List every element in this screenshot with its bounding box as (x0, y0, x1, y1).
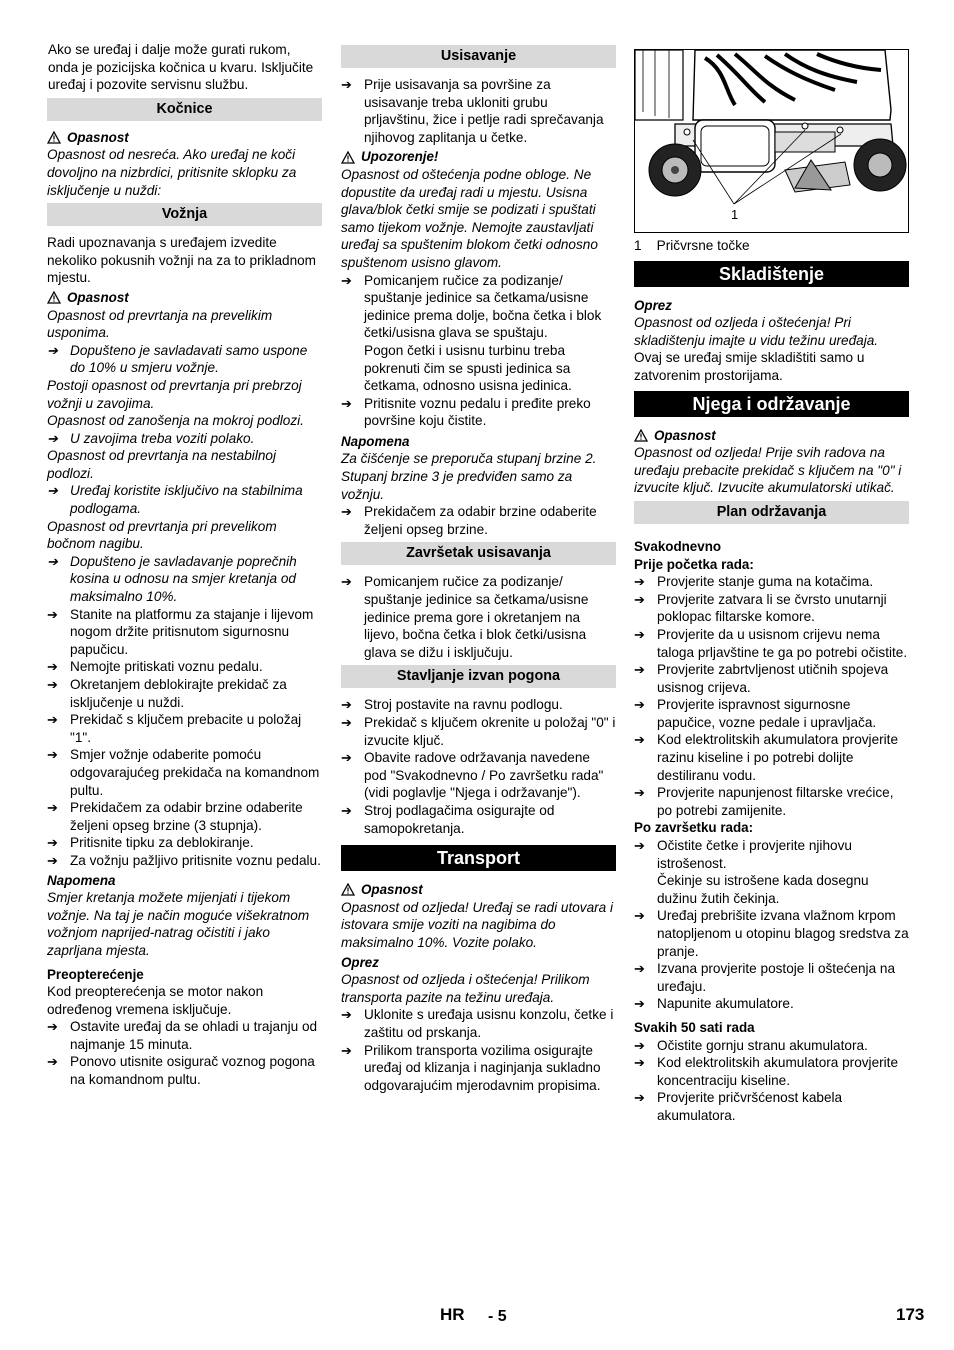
warning-body: Opasnost od ozljeda! Prije svih radova na uređaju prebacite prekidač s ključem na "0" i izvucite ključ. Izvucite akumulatorski utikač. (634, 445, 902, 496)
warning-text: Opasnost (67, 289, 129, 305)
section-heading-kocnice: Kočnice (47, 98, 322, 121)
arrow-icon: ➔ (47, 483, 58, 499)
list-item: ➔ Provjerite stanje guma na kotačima. (634, 574, 874, 590)
arrow-icon: ➔ (634, 1055, 645, 1071)
arrow-icon: ➔ (341, 1007, 352, 1023)
list-item: ➔ Napunite akumulatore. (634, 996, 794, 1012)
list-item: ➔ Pomicanjem ručice za podizanje/ spuštanje jedinice sa četkama/usisne jedinice prema dolje, bočna četka i blok četki/usisna glava se spuštaju. (341, 272, 602, 341)
list-item: ➔ Stroj podlagačima osigurajte od samopokretanja. (341, 802, 555, 836)
warning-body: Opasnost od zanošenja na mokroj podlozi. (47, 413, 304, 429)
arrow-icon: ➔ (341, 697, 352, 713)
note-label: Napomena (341, 433, 410, 449)
arrow-icon: ➔ (47, 835, 58, 851)
warning-body: Opasnost od oštećenja podne obloge. Ne dopustite da uređaj radi u mjestu. Usisna glava/blok četki smije se podizati i spuštati samo tijekom vožnje. Nemojte zaustavljati uređaj sa spuštenim blokom četki odnosno spuštenom usisno glavom. (341, 166, 598, 270)
list-item: ➔ Uklonite s uređaja usisnu konzolu, četke i zaštitu od prskanja. (341, 1007, 614, 1040)
note-body: Za čišćenje se preporuča stupanj brzine 2. Stupanj brzine 3 je predviđen samo za vožnju. (341, 451, 597, 502)
section-heading-voznja: Vožnja (47, 203, 322, 226)
arrow-icon: ➔ (634, 626, 645, 642)
list-item: ➔ Uređaj koristite isključivo na stabilnima podlogama. (47, 483, 303, 517)
list-item: ➔ Prilikom transporta vozilima osigurajte uređaj od klizanja i naginjanja sukladno odgovarajućim mjerodavnim propisima. (341, 1042, 601, 1093)
arrow-icon: ➔ (47, 1054, 58, 1070)
footer-page-number: 173 (896, 1305, 925, 1324)
warning-body: Opasnost od prevrtanja pri prevelikom bočnom nagibu. (47, 518, 277, 552)
arrow-icon: ➔ (47, 852, 58, 868)
arrow-icon: ➔ (47, 659, 58, 675)
list-item: ➔ Provjerite pričvršćenost kabela akumulatora. (634, 1090, 843, 1123)
list-item: ➔ Provjerite da u usisnom crijevu nema taloga prljavštine te ga po potrebi očistite. (634, 626, 908, 660)
list-item: ➔ Obavite radove održavanja navedene pod "Svakodnevno / Po završetku rada" (vidi poglavlje "Njega i održavanje"). (341, 750, 604, 801)
list-item: ➔ Prekidačem za odabir brzine odaberite željeni opseg brzine. (341, 504, 597, 537)
list-item: ➔ Pritisnite voznu pedalu i pređite preko površine koju čistite. (341, 395, 591, 429)
list-continuation: Čekinje su istrošene kada dosegnu dužinu žutih čekinja. (657, 873, 869, 906)
list-item: ➔ Ostavite uređaj da se ohladi u trajanju od najmanje 15 minuta. (47, 1019, 318, 1052)
arrow-icon: ➔ (47, 430, 58, 446)
arrow-icon: ➔ (47, 677, 58, 692)
voznja-intro: Radi upoznavanja s uređajem izvedite nekoliko pokusnih vožnji na za to prikladnom mjestu. (47, 235, 317, 286)
list-item: ➔ Kod elektrolitskih akumulatora provjerite koncentraciju kiseline. (634, 1055, 899, 1088)
warning-triangle-icon (47, 131, 61, 144)
arrow-icon: ➔ (634, 1037, 645, 1053)
note-body: Smjer kretanja možete mijenjati i tijekom vožnje. Na taj je način moguće višekratnom vožnjom naprijed-natrag očistiti i jako zaprljana mjesta. (47, 890, 310, 958)
arrow-icon: ➔ (634, 838, 645, 854)
list-item: ➔ Prekidač s ključem prebacite u položaj "1". (47, 712, 302, 745)
arrow-icon: ➔ (634, 662, 645, 678)
arrow-icon: ➔ (341, 1042, 352, 1058)
warning-triangle-icon (47, 291, 61, 304)
arrow-icon: ➔ (47, 553, 58, 569)
warning-label (341, 881, 616, 899)
list-item: ➔ Provjerite zatvara li se čvrsto unutarnji poklopac filtarske komore. (634, 591, 887, 625)
list-item: ➔ Provjerite ispravnost sigurnosne papučice, vozne pedale i upravljača. (634, 697, 877, 730)
figure-caption: 1 Pričvrsne točke (634, 238, 750, 253)
arrow-icon: ➔ (634, 996, 645, 1012)
footer-language: HR (440, 1305, 465, 1324)
preopt-text: Kod preopterećenja se motor nakon određenog vremena isključuje. (47, 984, 264, 1017)
caution-label: Oprez (341, 954, 379, 970)
subheading-preopterecenje: Preopterećenje (47, 966, 144, 982)
warning-triangle-icon (634, 429, 648, 442)
machine-illustration (635, 50, 908, 232)
arrow-icon: ➔ (47, 747, 58, 763)
warning-body: Postoji opasnost od prevrtanja pri prebrzoj vožnji u zavojima. (47, 377, 302, 411)
arrow-icon: ➔ (341, 272, 352, 288)
arrow-icon: ➔ (634, 1090, 645, 1106)
arrow-icon: ➔ (341, 574, 352, 590)
warning-text: Opasnost (654, 427, 716, 443)
list-item: ➔ U zavojima treba voziti polako. (47, 430, 255, 446)
arrow-icon: ➔ (634, 908, 645, 924)
list-item: ➔ Dopušteno je savladavati samo uspone do 10% u smjeru vožnje. (47, 342, 308, 376)
list-item: ➔ Prekidačem za odabir brzine odaberite željeni opseg brzine (3 stupnja). (47, 800, 303, 833)
column-1 (47, 41, 322, 1089)
list-item: ➔ Okretanjem deblokirajte prekidač za isključenje u nuždi. (47, 677, 287, 710)
subheading-before: Prije početka rada: (634, 556, 754, 572)
figure-callout: 1 (731, 207, 739, 222)
list-item: ➔ Za vožnju pažljivo pritisnite voznu pedalu. (47, 852, 321, 868)
intro-text: Ako se uređaj i dalje može gurati rukom, onda je pozicijska kočnica u kvaru. Isključite uređaj i pozovite servisnu službu. (48, 42, 314, 93)
caution-label: Oprez (634, 297, 672, 313)
warning-label (47, 289, 322, 307)
arrow-icon: ➔ (634, 591, 645, 607)
list-item: ➔ Očistite gornju stranu akumulatora. (634, 1037, 868, 1053)
list-continuation: Pogon četki i usisnu turbinu treba pokrenuti čim se spusti jedinica sa četkama, odnosno usisna jedinica. (364, 342, 572, 394)
section-heading-zavrsetak: Završetak usisavanja (341, 542, 616, 565)
skladistenje-text: Ovaj se uređaj smije skladištiti samo u zatvorenim prostorijama. (634, 350, 865, 383)
list-item: ➔ Stanite na platformu za stajanje i lijevom nogom držite pritisnutom sigurnosnu papučicu. (47, 606, 314, 657)
arrow-icon: ➔ (634, 961, 645, 977)
arrow-icon: ➔ (47, 800, 58, 816)
list-item: ➔ Uređaj prebrišite izvana vlažnom krpom natopljenom u otopinu blagog sredstva za pranje. (634, 908, 909, 959)
warning-text: Opasnost (361, 882, 423, 898)
arrow-icon: ➔ (47, 712, 58, 728)
warning-label (634, 427, 909, 445)
subheading-daily: Svakodnevno (634, 538, 722, 554)
warning-text: Opasnost (67, 129, 129, 145)
list-item: ➔ Izvana provjerite postoje li oštećenja na uređaju. (634, 961, 896, 994)
warning-body: Opasnost od prevrtanja na prevelikim usponima. (47, 307, 273, 341)
column-3 (634, 41, 909, 1125)
column-2 (341, 41, 616, 1094)
chapter-heading-skladistenje: Skladištenje (634, 261, 909, 287)
arrow-icon: ➔ (634, 732, 645, 748)
caution-body: Opasnost od ozljeda i oštećenja! Pri skladištenju imajte u vidu težinu uređaja. (634, 315, 879, 348)
note-label: Napomena (47, 872, 116, 888)
list-item: ➔ Pritisnite tipku za deblokiranje. (47, 835, 254, 851)
warning-label (47, 129, 322, 147)
footer-local-page: - 5 (488, 1308, 507, 1325)
list-item: ➔ Pomicanjem ručice za podizanje/ spuštanje jedinice sa četkama/usisne jedinice prema gore i okretanjem na lijevo, bočna četka i blok četki/usisna glava se dižu i isključuju. (341, 574, 589, 660)
warning-triangle-icon (341, 151, 355, 164)
list-item: ➔ Provjerite zabrtvljenost utičnih spojeva usisnog crijeva. (634, 662, 889, 695)
list-item: ➔ Smjer vožnje odaberite pomoću odgovarajućeg prekidača na komandnom pultu. (47, 747, 320, 798)
arrow-icon: ➔ (341, 802, 352, 818)
list-item: ➔ Kod elektrolitskih akumulatora provjerite razinu kiseline i po potrebi dolijte destiliranu vodu. (634, 732, 899, 783)
list-item: ➔ Nemojte pritiskati voznu pedalu. (47, 659, 263, 675)
chapter-heading-njega: Njega i održavanje (634, 391, 909, 417)
arrow-icon: ➔ (47, 342, 58, 358)
arrow-icon: ➔ (634, 697, 645, 713)
arrow-icon: ➔ (341, 395, 352, 411)
machine-figure (634, 49, 909, 233)
section-heading-stavljanje: Stavljanje izvan pogona (341, 665, 616, 688)
warning-body: Opasnost od ozljeda! Uređaj se radi utovara i istovara smije voziti na nagibima do maksimalno 10%. Vozite polako. (341, 899, 614, 950)
list-item: ➔ Provjerite napunjenost filtarske vrećice, po potrebi zamijenite. (634, 785, 894, 818)
list-item: ➔ Očistite četke i provjerite njihovu istrošenost. (634, 838, 852, 871)
arrow-icon: ➔ (341, 77, 352, 92)
arrow-icon: ➔ (341, 715, 352, 730)
caution-body: Opasnost od ozljeda i oštećenja! Prilikom transporta pazite na težinu uređaja. (341, 972, 590, 1005)
list-item: ➔ Prije usisavanja sa površine za usisavanje treba ukloniti grubu prljavštinu, žice i petlje radi sprečavanja njihovog zaplitanja u četke. (341, 77, 604, 145)
arrow-icon: ➔ (47, 606, 58, 622)
arrow-icon: ➔ (47, 1019, 58, 1035)
warning-body: Opasnost od nesreća. Ako uređaj ne koči dovoljno na nizbrdici, pritisnite sklopku za isključenje u nuždi: (47, 147, 297, 198)
list-item: ➔ Prekidač s ključem okrenite u položaj "0" i izvucite ključ. (341, 715, 616, 748)
arrow-icon: ➔ (341, 504, 352, 520)
warning-label (341, 148, 616, 166)
subheading-after: Po završetku rada: (634, 820, 754, 836)
arrow-icon: ➔ (634, 785, 645, 801)
chapter-heading-transport: Transport (341, 845, 616, 871)
warning-text: Upozorenje! (361, 149, 439, 165)
section-heading-usisavanje: Usisavanje (341, 45, 616, 68)
list-item: ➔ Dopušteno je savladavanje poprečnih kosina u odnosu na smjer kretanja od maksimalno 10%. (47, 553, 297, 605)
section-heading-plan: Plan održavanja (634, 501, 909, 524)
warning-triangle-icon (341, 883, 355, 896)
warning-body: Opasnost od prevrtanja na nestabilnoj podlozi. (47, 448, 276, 481)
list-item: ➔ Ponovo utisnite osigurač voznog pogona na komandnom pultu. (47, 1054, 315, 1088)
arrow-icon: ➔ (634, 574, 645, 590)
arrow-icon: ➔ (341, 750, 352, 766)
list-item: ➔ Stroj postavite na ravnu podlogu. (341, 697, 563, 713)
subheading-every50: Svakih 50 sati rada (634, 1019, 755, 1035)
